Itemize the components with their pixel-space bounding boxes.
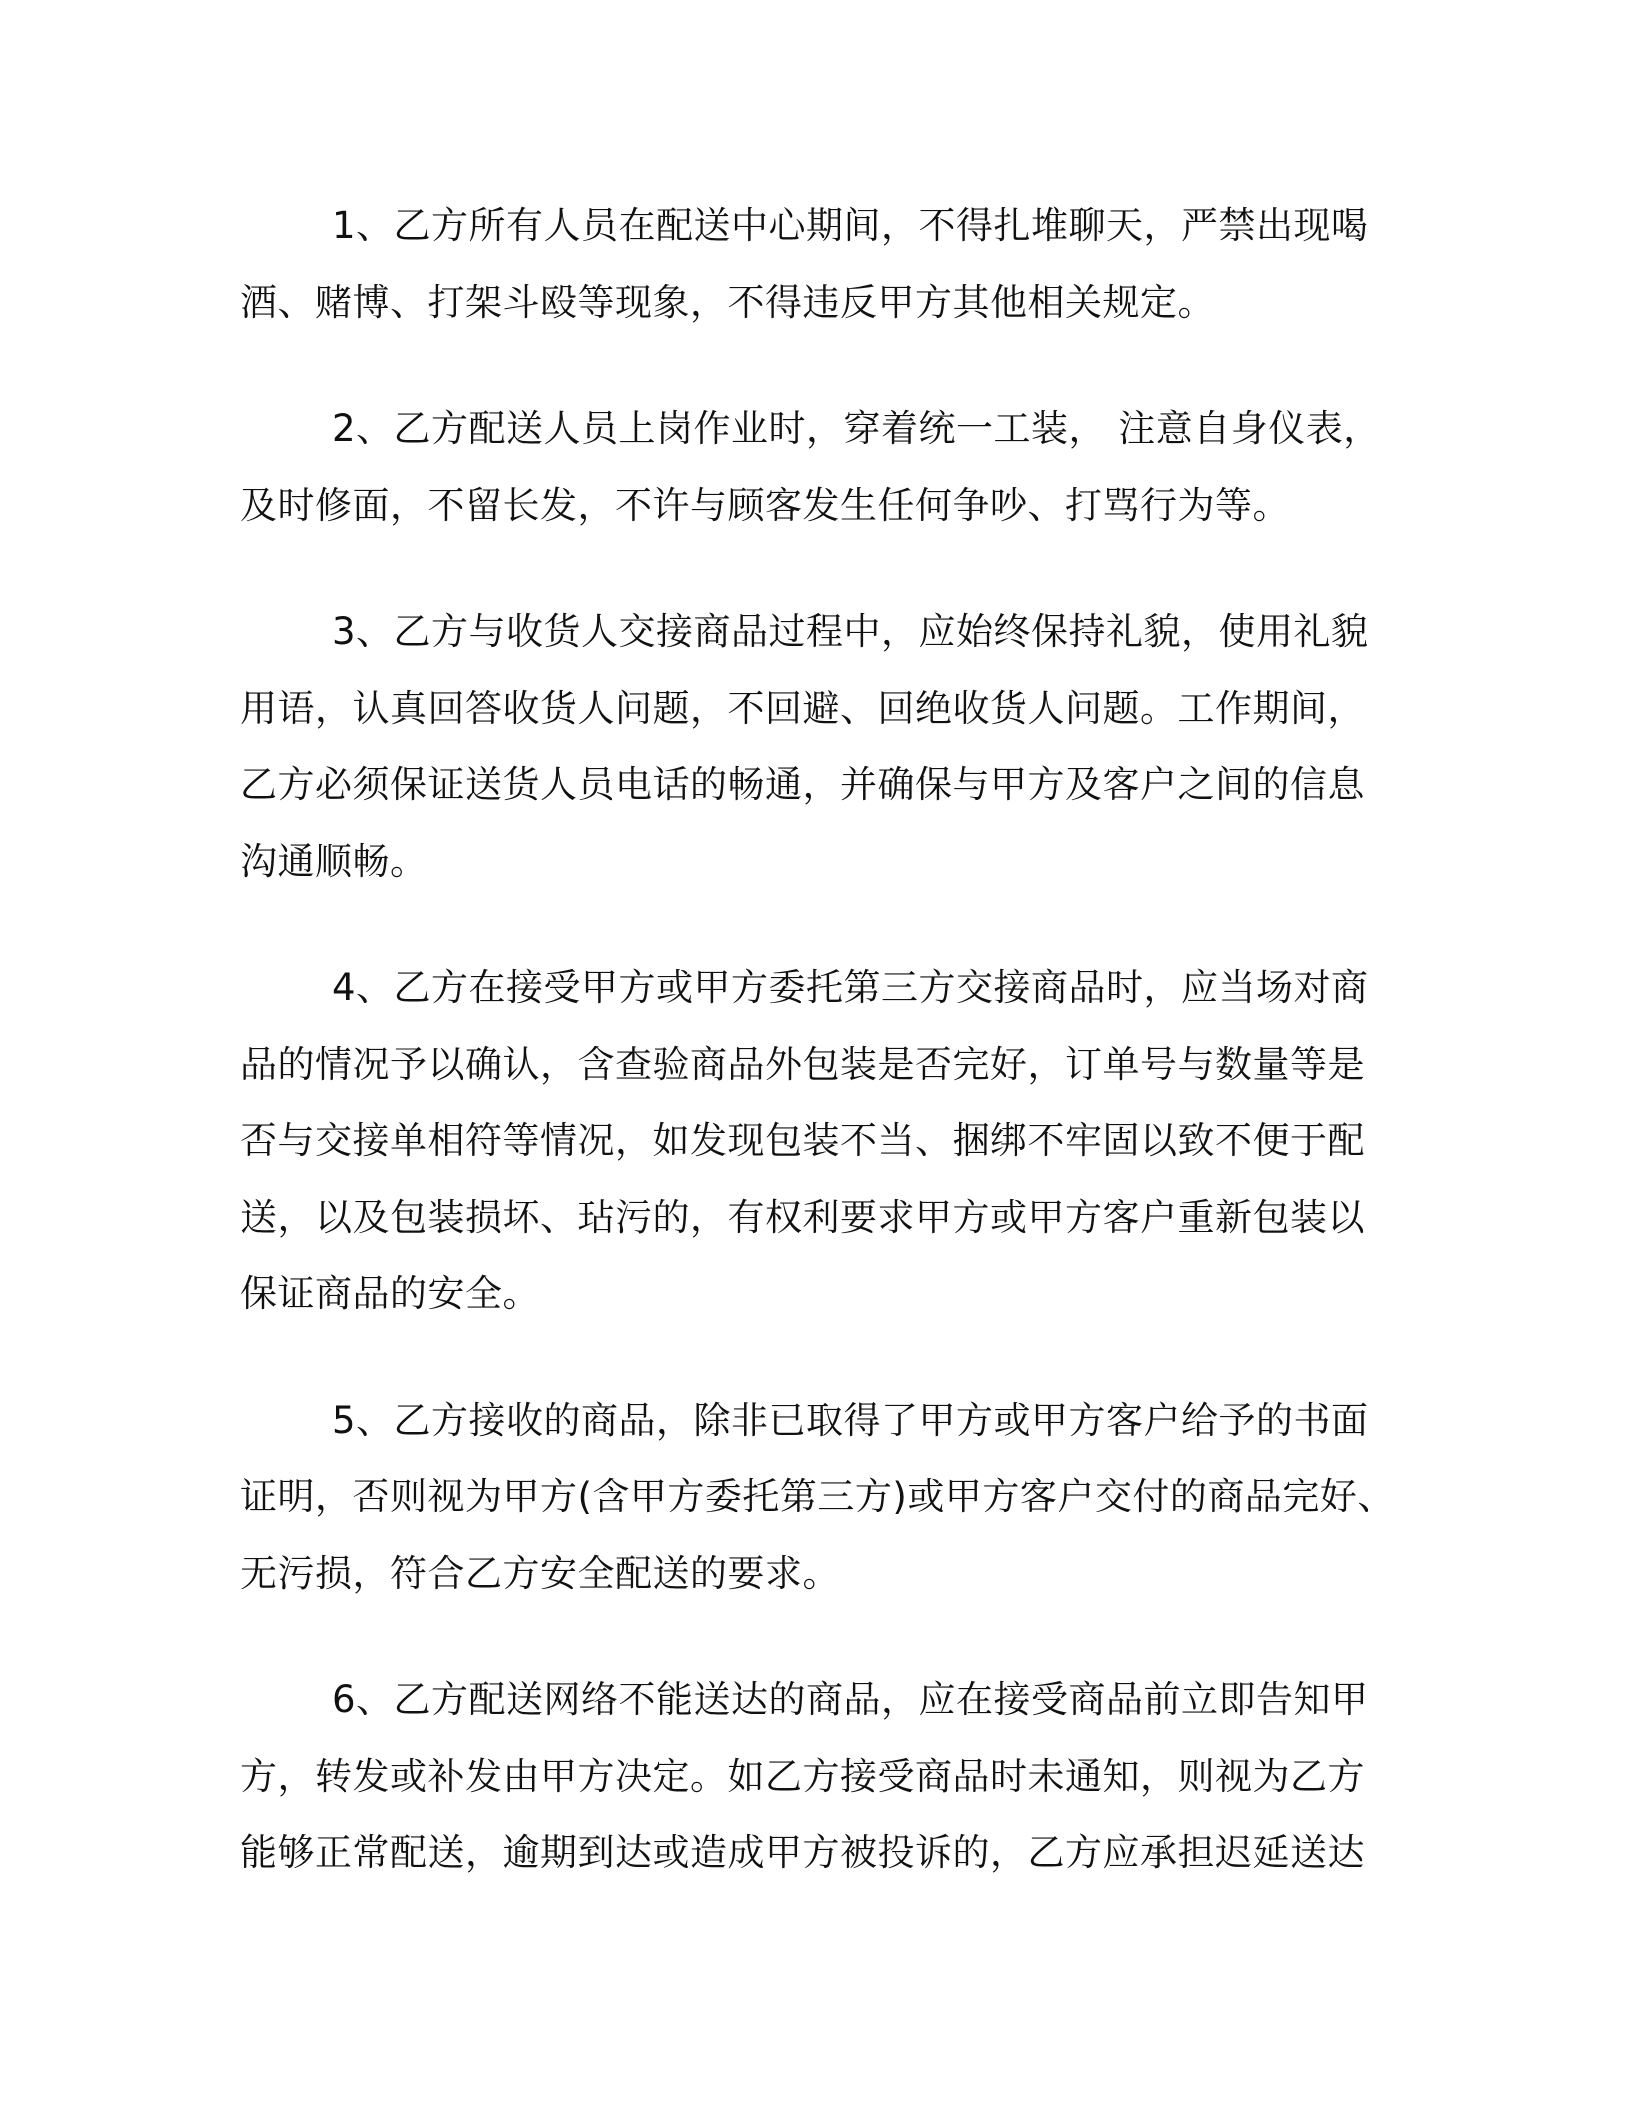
clause-line: 品的情况予以确认，含查验商品外包装是否完好，订单号与数量等是: [240, 1042, 1365, 1086]
clause-line: 3、乙方与收货人交接商品过程中，应始终保持礼貌，使用礼貌: [332, 610, 1369, 653]
clause-5: [240, 1383, 1395, 1613]
clause-1: [240, 188, 1369, 341]
clause-line: 沟通顺畅。: [240, 839, 428, 883]
clause-line: 无污损，符合乙方安全配送的要求。: [240, 1551, 840, 1595]
clause-line: 及时修面，不留长发，不许与顾客发生任何争吵、打骂行为等。: [240, 483, 1290, 527]
clause-6: [240, 1662, 1369, 1892]
clause-line: 4、乙方在接受甲方或甲方委托第三方交接商品时，应当场对商: [332, 966, 1369, 1009]
clause-2: [240, 391, 1381, 544]
clause-line: 2、乙方配送人员上岗作业时，穿着统一工装， 注意自身仪表，: [332, 407, 1381, 450]
clause-line: 保证商品的安全。: [240, 1272, 540, 1315]
clause-line: 证明，否则视为甲方(含甲方委托第三方)或甲方客户交付的商品完好、: [240, 1475, 1395, 1518]
clause-line: 酒、赌博、打架斗殴等现象，不得违反甲方其他相关规定。: [240, 280, 1215, 324]
clause-line: 送，以及包装损坏、玷污的，有权利要求甲方或甲方客户重新包装以: [240, 1195, 1365, 1239]
clause-4: [240, 950, 1369, 1333]
clause-line: 6、乙方配送网络不能送达的商品，应在接受商品前立即告知甲: [332, 1678, 1369, 1721]
clause-line: 方，转发或补发由甲方决定。如乙方接受商品时未通知，则视为乙方: [240, 1754, 1365, 1798]
clause-line: 乙方必须保证送货人员电话的畅通，并确保与甲方及客户之间的信息: [240, 763, 1365, 806]
clause-line: 5、乙方接收的商品，除非已取得了甲方或甲方客户给予的书面: [332, 1398, 1369, 1442]
clause-line: 用语，认真回答收货人问题，不回避、回绝收货人问题。工作期间，: [240, 686, 1365, 730]
clause-3: [240, 594, 1369, 900]
clause-line: 否与交接单相符等情况，如发现包装不当、捆绑不牢固以致不便于配: [240, 1119, 1365, 1162]
clause-line: 1、乙方所有人员在配送中心期间，不得扎堆聊天，严禁出现喝: [332, 204, 1369, 247]
document-page: [240, 188, 1395, 1942]
clause-line: 能够正常配送，逾期到达或造成甲方被投诉的，乙方应承担迟延送达: [240, 1831, 1365, 1874]
